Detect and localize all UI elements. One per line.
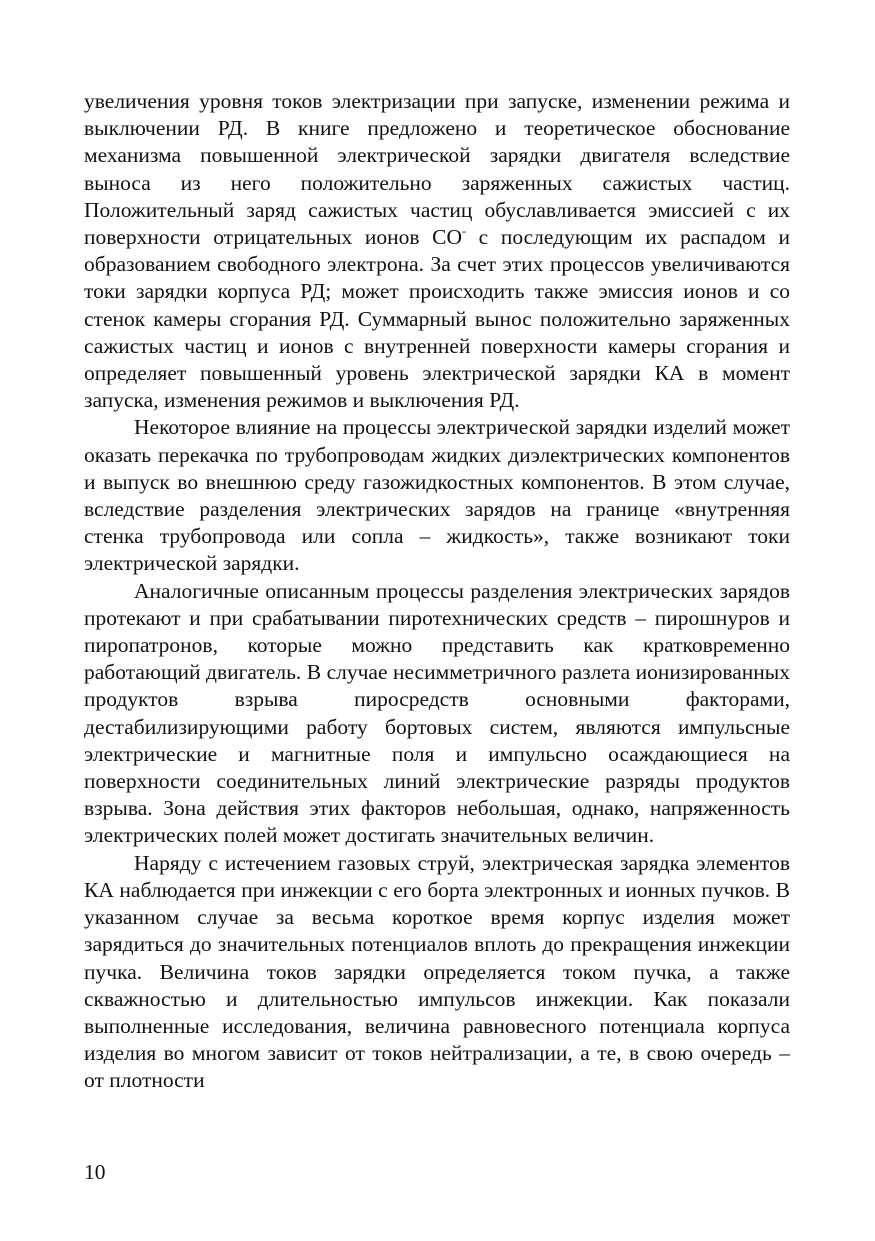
- page-number: 10: [84, 1160, 106, 1184]
- paragraph-1-part-2: с последующим их распадом и образованием свободного электрона. За счет этих процессов увеличиваются токи зарядки корпуса РД; может происходить также эмиссия ионов и со стенок камеры сгорания РД. Суммарный вынос положительно заряженных сажистых частиц и ионов с внутренней поверхности камеры сгорания и определяет повышенный уровень электрической зарядки КА в момент запуска, изменения режимов и выключения РД.: [84, 225, 790, 413]
- paragraph-1-part-1: увеличения уровня токов электризации при запуске, изменении режима и выключении РД. В книге предложено и теоретическое обоснование механизма повышенной электрической зарядки двигателя вследствие выноса из него положительно заряженных сажистых частиц. Положительный заряд сажистых частиц обуславливается эмиссией с их поверхности отрицательных ионов СО: [84, 89, 790, 250]
- paragraph-4: Наряду с истечением газовых струй, электрическая зарядка элементов КА наблюдается при инжекции с его борта электронных и ионных пучков. В указанном случае за весьма короткое время корпус изделия может зарядиться до значительных потенциалов вплоть до прекращения инжекции пучка. Величина токов зарядки определяется током пучка, а также скважностью и длительностью импульсов инжекции. Как показали выполненные исследования, величина равновесного потенциала корпуса изделия во многом зависит от токов нейтрализации, а те, в свою очередь – от плотности: [84, 850, 790, 1093]
- paragraph-1: [84, 88, 790, 414]
- document-body: [84, 88, 790, 1095]
- superscript-minus: -: [462, 224, 467, 239]
- paragraph-3: Аналогичные описанным процессы разделения электрических зарядов протекают и при срабатывании пиротехнических средств – пирошнуров и пиропатронов, которые можно представить как кратковременно работающий двигатель. В случае несимметричного разлета ионизированных продуктов взрыва пиросредств основными факторами, дестабилизирующими работу бортовых систем, являются импульсные электрические и магнитные поля и импульсно осаждающиеся на поверхности соединительных линий электрические разряды продуктов взрыва. Зона действия этих факторов небольшая, однако, напряженность электрических полей может достигать значительных величин.: [84, 578, 790, 848]
- paragraph-2: Некоторое влияние на процессы электрической зарядки изделий может оказать перекачка по трубопроводам жидких диэлектрических компонентов и выпуск во внешнюю среду газожидкостных компонентов. В этом случае, вследствие разделения электрических зарядов на границе «внутренняя стенка трубопровода или сопла – жидкость», также возникают токи электрической зарядки.: [84, 415, 790, 576]
